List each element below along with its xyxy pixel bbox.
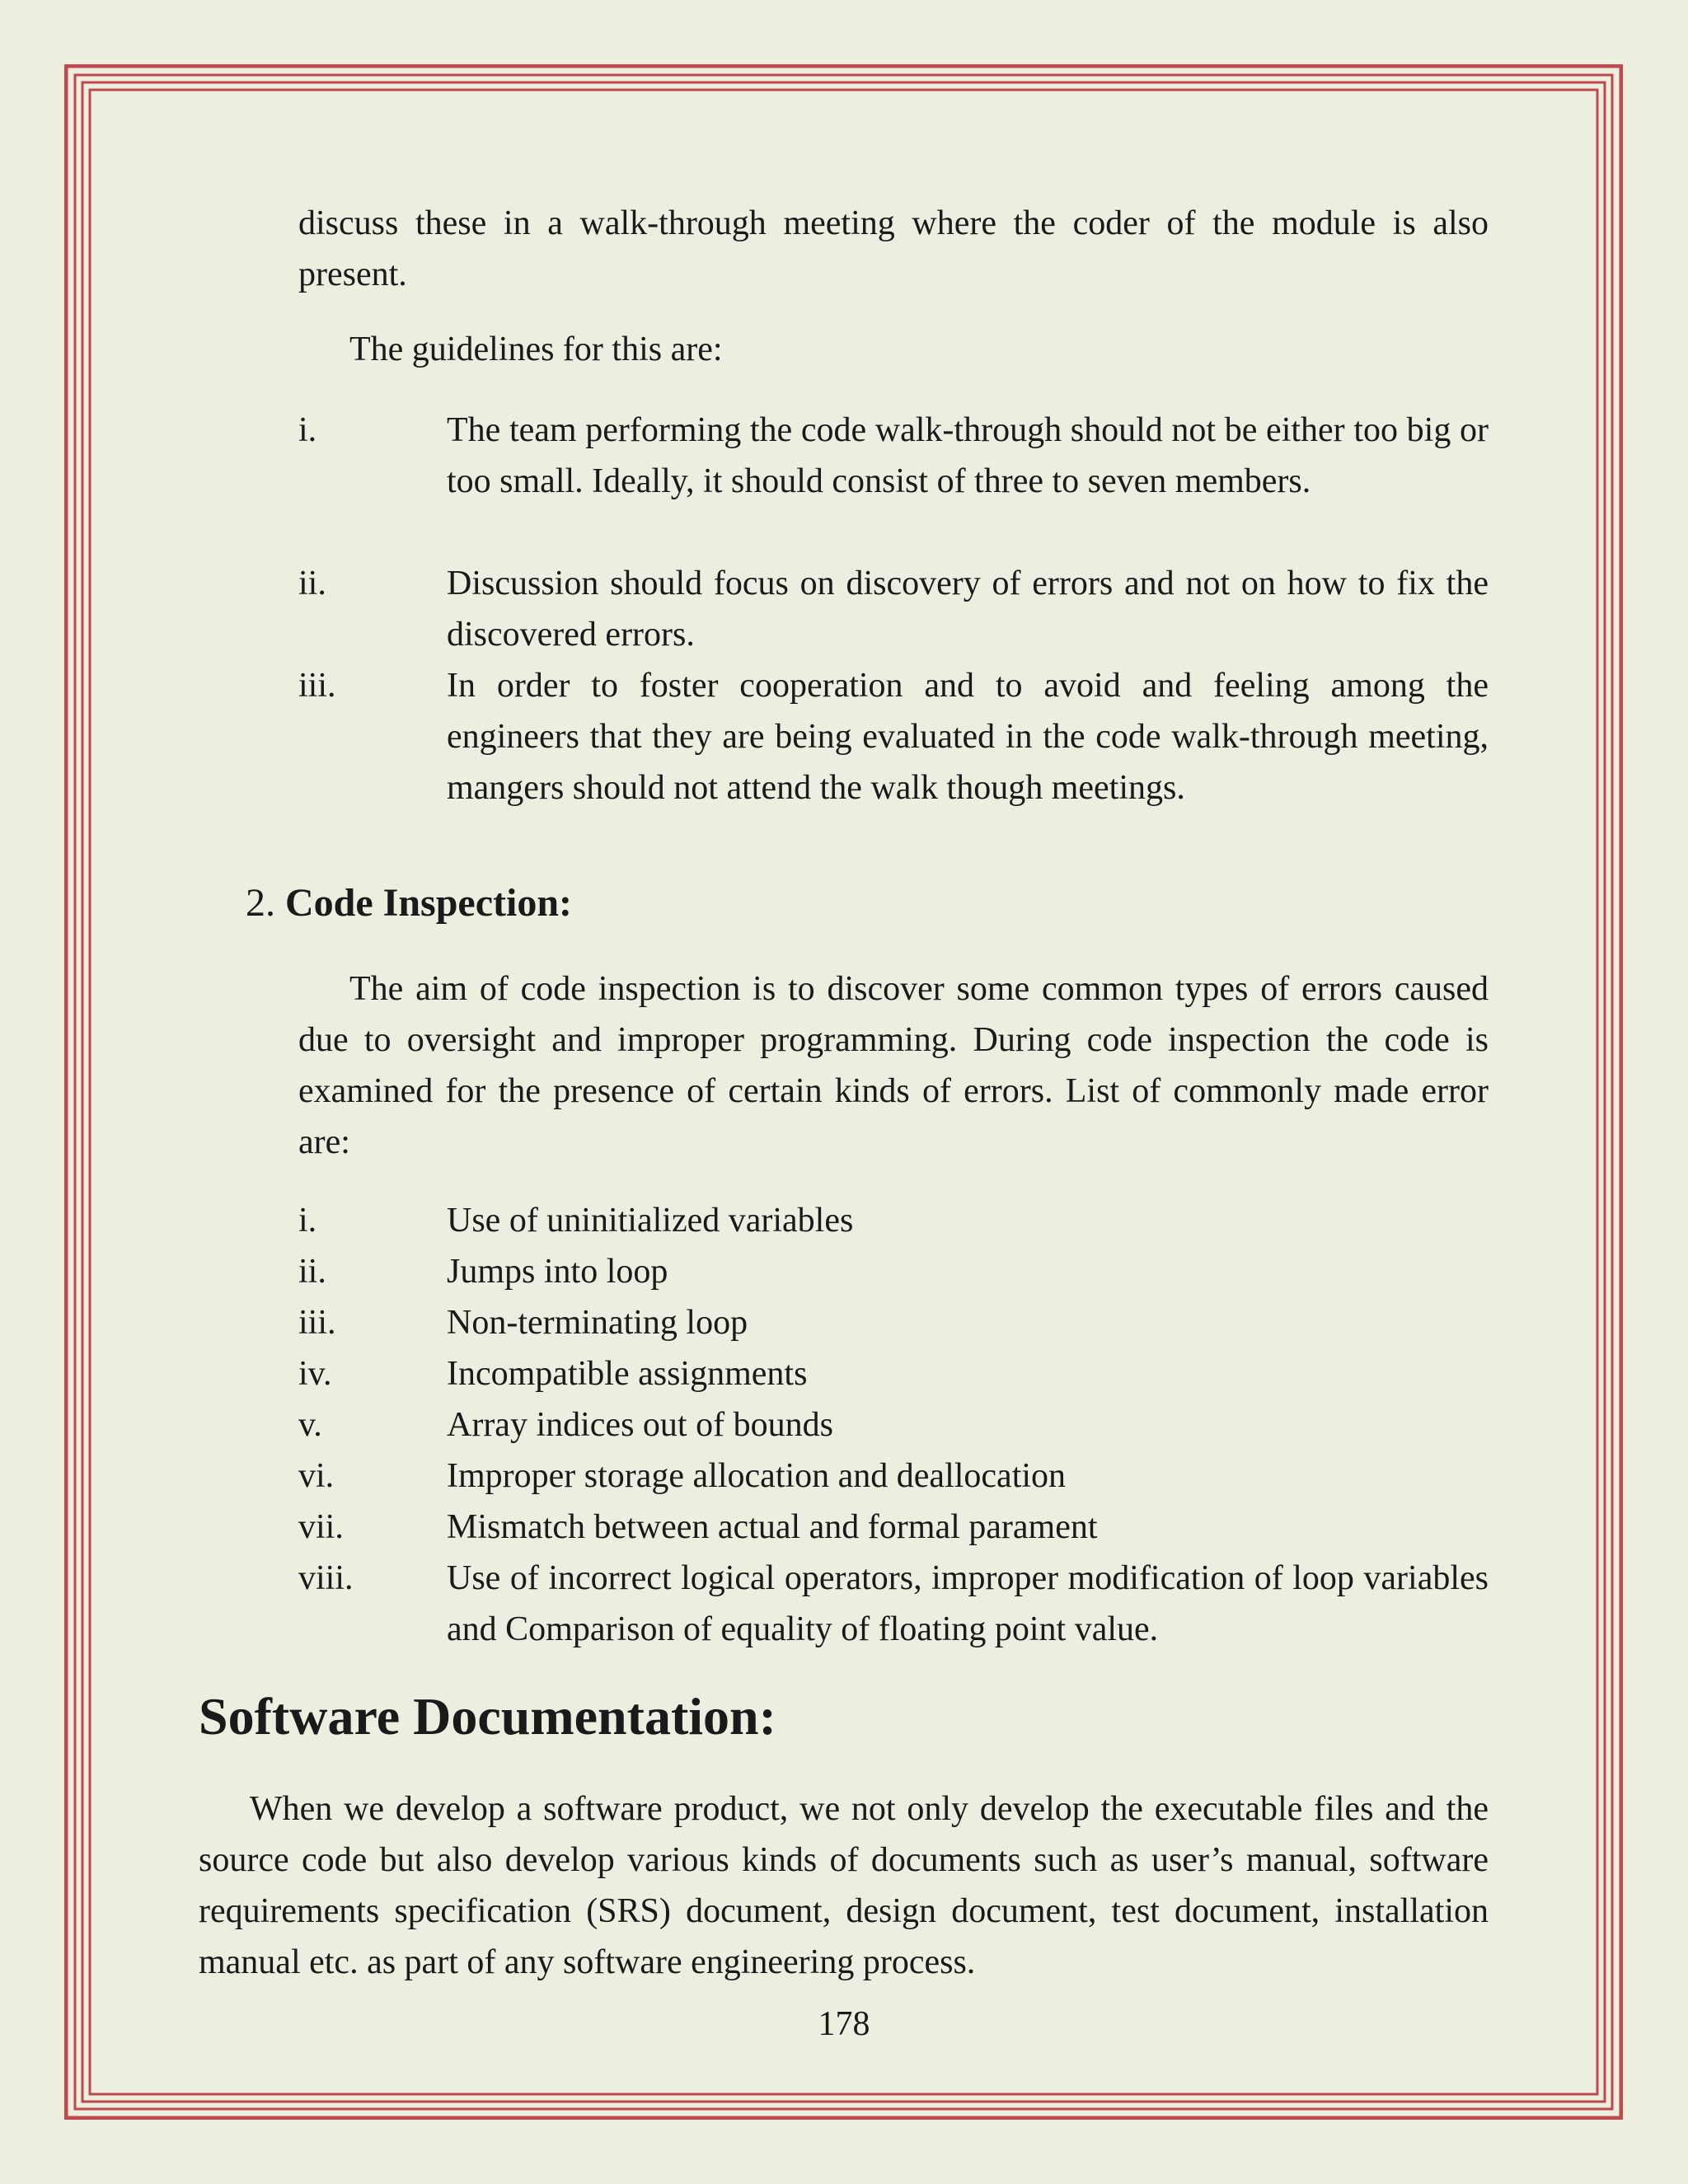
list-item-text: Array indices out of bounds <box>447 1406 833 1444</box>
list-marker: vi. <box>298 1457 335 1495</box>
code-inspection-body: The aim of code inspection is to discover some common types of errors caused due to oversight and improper programming. During code inspection the code is examined for the presence of certain kinds of errors. List of commonly made error are: <box>298 970 1489 1161</box>
list-item <box>298 660 1489 813</box>
code-inspection-heading <box>246 880 572 926</box>
guidelines-list <box>298 405 1489 813</box>
software-documentation-body: When we develop a software product, we not only develop the executable files and the source code but also develop various kinds of documents such as user’s manual, software requirements specification (SRS) document, design document, test document, installation manual etc. as part of any software engineering process. <box>199 1790 1489 1981</box>
list-item-text: Mismatch between actual and formal parament <box>447 1508 1098 1546</box>
list-item <box>298 1553 1489 1655</box>
list-item-text: Incompatible assignments <box>447 1355 808 1393</box>
list-item <box>298 1502 1489 1553</box>
list-marker: ii. <box>298 1253 326 1291</box>
guidelines-intro: The guidelines for this are: <box>349 330 723 368</box>
list-marker: vii. <box>298 1508 344 1546</box>
list-item-text: Use of uninitialized variables <box>447 1202 854 1240</box>
list-item-text: Discussion should focus on discovery of errors and not on how to fix the discovered errors. <box>447 565 1489 654</box>
software-documentation-heading: Software Documentation: <box>199 1687 776 1746</box>
list-item <box>298 558 1489 660</box>
list-item-text: The team performing the code walk-through should not be either too big or too small. Ideally, it should consist of three to seven members. <box>447 411 1489 500</box>
list-marker: iii. <box>298 1304 336 1342</box>
list-marker: i. <box>298 411 317 449</box>
list-marker: ii. <box>298 565 326 602</box>
heading-title: Code Inspection: <box>285 881 573 925</box>
list-marker: iv. <box>298 1355 332 1393</box>
list-item <box>298 1297 1489 1348</box>
list-marker: viii. <box>298 1559 354 1597</box>
list-item-text: Jumps into loop <box>447 1253 668 1291</box>
list-marker: i. <box>298 1202 317 1240</box>
errors-list <box>298 1195 1489 1655</box>
list-item-text: Improper storage allocation and deallocation <box>447 1457 1067 1495</box>
list-item <box>298 1195 1489 1246</box>
list-item <box>298 1451 1489 1502</box>
list-item-text: Non-terminating loop <box>447 1304 748 1342</box>
list-item <box>298 405 1489 558</box>
page-number: 178 <box>818 2005 870 2043</box>
list-marker: v. <box>298 1406 322 1444</box>
list-marker: iii. <box>298 667 336 705</box>
intro-continuation: discuss these in a walk-through meeting where the coder of the module is also present. <box>298 204 1489 293</box>
list-item-text: In order to foster cooperation and to avoid and feeling among the engineers that they are being evaluated in the code walk-through meeting, mangers should not attend the walk though meetings. <box>447 667 1489 807</box>
list-item-text: Use of incorrect logical operators, improper modification of loop variables and Comparison of equality of floating point value. <box>447 1559 1489 1648</box>
list-item <box>298 1246 1489 1297</box>
list-item <box>298 1399 1489 1451</box>
list-item <box>298 1348 1489 1399</box>
heading-number: 2. <box>246 881 275 925</box>
